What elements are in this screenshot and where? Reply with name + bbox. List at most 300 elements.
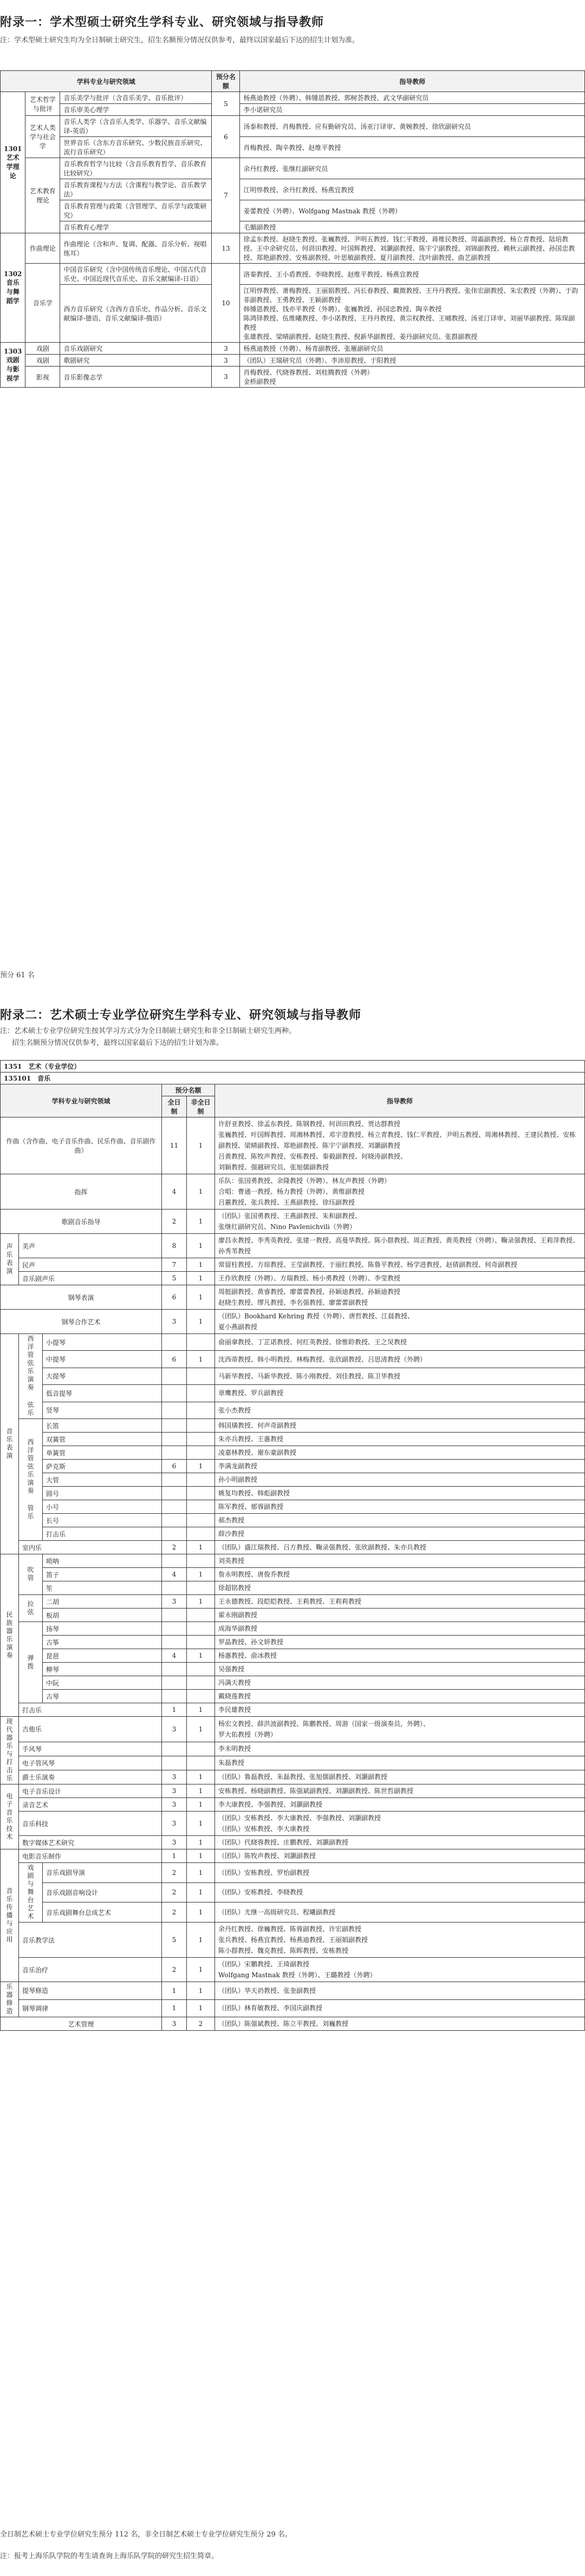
part-time-quota: 1	[187, 1717, 215, 1742]
research-field: 室内乐	[19, 1541, 162, 1554]
table-row	[1, 1849, 585, 1863]
research-field: 长笛	[43, 1419, 162, 1433]
category-name: 民族器乐演奏	[1, 1554, 19, 1717]
full-time-quota: 1	[162, 1703, 187, 1717]
teacher-list	[215, 1368, 585, 1384]
teacher-line: （团队）安栋教授、李晓教授	[218, 1888, 303, 1897]
research-field: 爵士乐演奏	[19, 1770, 162, 1784]
research-field: 音乐美学与批评（含音乐美学、音乐批评）	[60, 92, 212, 104]
full-time-quota: 1	[162, 1849, 187, 1863]
research-field: 柳琴	[43, 1663, 162, 1676]
teacher-list: （团队）王瑞研究员（外聘）、李沛原教授、于阳教授	[240, 355, 585, 367]
table-row	[1, 1676, 585, 1690]
table-row	[1, 1433, 585, 1446]
discipline-code: 1302 音乐与舞蹈学	[1, 233, 25, 343]
research-field: 打击乐	[43, 1527, 162, 1541]
teacher-list	[215, 1849, 585, 1863]
research-field: 钢琴合作艺术	[1, 1310, 162, 1334]
research-field: 作曲理论（含和声、复调、配器、音乐分析、视唱练耳）	[60, 233, 212, 264]
teacher-line: 孙小明副教授	[218, 1476, 258, 1483]
part-time-quota: 1	[187, 1568, 215, 1581]
teacher-list	[215, 1836, 585, 1849]
table-row	[1, 92, 585, 104]
teacher-list	[240, 367, 585, 388]
research-field: 吉他乐	[19, 1717, 162, 1742]
subgroup-name: 影视	[25, 367, 60, 388]
part-time-quota: 1	[187, 1174, 215, 1209]
teacher-line: （团队）华天礽教授、张奎副教授	[218, 1986, 316, 1995]
research-field: 古琴	[43, 1690, 162, 1703]
teacher-list	[215, 1351, 585, 1368]
teacher-list	[215, 1676, 585, 1690]
teacher-line: 合唱：曹通一教授、杨力教授（外聘）、黄维副教授	[218, 1188, 365, 1195]
teacher-line: 金桥副教授	[243, 378, 276, 385]
table-row	[1, 1649, 585, 1663]
table-row	[1, 1419, 585, 1433]
full-time-quota	[162, 1756, 187, 1770]
appendix-2-title: 附录二：艺术硕士专业学位研究生学科专业、研究领域与指导教师	[0, 1009, 362, 1022]
table-row	[1, 233, 585, 264]
table-row	[1, 1527, 585, 1541]
research-field: 音乐教育哲学与比较（含音乐教育哲学、音乐教育比较研究）	[60, 158, 212, 179]
teacher-list	[215, 1234, 585, 1258]
full-time-quota	[162, 1554, 187, 1568]
part-time-quota: 1	[187, 1285, 215, 1310]
full-time-quota: 4	[162, 1174, 187, 1209]
research-field: 打击乐	[19, 1703, 162, 1717]
category-name: 现代器乐与打击乐	[1, 1717, 19, 1784]
teacher-list: 汤泰和教授、肖梅教授、应有勤研究员、汤亚汀译审、黄婉教授、徐欣副研究员	[240, 116, 585, 137]
table-row	[1, 104, 585, 116]
research-field: 笛子	[43, 1568, 162, 1581]
discipline-code: 1301 艺术学理论	[1, 92, 25, 233]
part-time-quota: 1	[187, 1923, 215, 1958]
teacher-line: 成海华副教授	[218, 1625, 258, 1632]
full-time-quota: 11	[162, 1117, 187, 1174]
table-row	[1, 1385, 585, 1402]
teacher-list	[215, 1770, 585, 1784]
quota-value: 7	[212, 158, 240, 233]
teacher-line: 常留柱教授、方琼教授、王莹副教授、于丽红教授、陈鲁平教授、杨学进教授、赵倩副教授、何奇副教授	[218, 1261, 518, 1269]
research-field: 大管	[43, 1473, 162, 1487]
subcategory-name: 西洋管弦乐演奏 弦乐	[19, 1334, 43, 1419]
full-time-quota	[162, 1446, 187, 1460]
quota-value: 13	[212, 233, 240, 264]
teacher-line: 郝杰教授	[218, 1516, 245, 1524]
table-row	[1, 1784, 585, 1798]
full-time-quota: 3	[162, 1310, 187, 1334]
teacher-line: 杨宏文教授、薛洪波副教授、陈鹏教授、周游（国家一级演奏员，外聘）、	[218, 1719, 430, 1728]
teacher-list	[215, 1999, 585, 2017]
appendix-1-table	[0, 70, 585, 388]
teacher-list: 肖梅教授、陶辛教授、赵维平教授	[240, 137, 585, 158]
research-field: 双簧管	[43, 1433, 162, 1446]
research-field: 音乐教育心理学	[60, 221, 212, 233]
part-time-quota	[187, 1487, 215, 1500]
teacher-line: 刘颖教授、强越研究员、张旭儒副教授	[218, 1163, 329, 1171]
table-row	[1, 1473, 585, 1487]
part-time-quota	[187, 1636, 215, 1649]
part-time-quota: 1	[187, 1999, 215, 2017]
teacher-line: 陈军教授、郁蓉副教授	[218, 1503, 284, 1511]
full-time-quota	[162, 1385, 187, 1402]
full-time-quota	[162, 1676, 187, 1690]
table-row	[1, 1770, 585, 1784]
teacher-list	[215, 1433, 585, 1446]
table-row	[1, 2017, 585, 2031]
table-row	[1, 1446, 585, 1460]
table-row	[1, 221, 585, 233]
full-time-quota	[162, 1473, 187, 1487]
research-field: 大提琴	[43, 1368, 162, 1384]
teacher-line: 朱磊教授	[218, 1759, 245, 1767]
quota-value: 5	[212, 92, 240, 116]
subgroup-name: 艺术人类学与社会学	[25, 116, 60, 158]
teacher-list	[215, 1514, 585, 1527]
table-row	[1, 1568, 585, 1581]
teacher-line: 罗晶教授、孙文妍教授	[218, 1638, 284, 1646]
table-row	[1, 1285, 585, 1310]
category-name: 乐器修造	[1, 1982, 19, 2017]
table-header-full-time: 全日制	[162, 1096, 187, 1117]
full-time-quota: 3	[162, 2017, 187, 2031]
full-time-quota	[162, 1663, 187, 1676]
table-row	[1, 1514, 585, 1527]
teacher-line: 吕黄教授、陈牧声教授、安栋教授、秦毅副教授、何晓涛副教授、	[218, 1153, 407, 1160]
quota-value: 3	[212, 343, 240, 355]
table-row	[1, 1554, 585, 1568]
part-time-quota	[187, 1433, 215, 1446]
table-row	[1, 1812, 585, 1836]
teacher-line: 俞丽拿教授、丁芷诺教授、何红英教授、徐惟聆教授、王之炅教授	[218, 1338, 407, 1346]
teacher-list	[215, 1310, 585, 1334]
teacher-list	[215, 1663, 585, 1676]
part-time-quota: 1	[187, 1351, 215, 1368]
research-field: 世界音乐（含东方音乐研究、少数民族音乐研究、流行音乐研究）	[60, 137, 212, 158]
teacher-line: 陈小群教授、魏克教授、陈晖教授、安栋教授	[218, 1947, 349, 1954]
table-row	[1, 367, 585, 388]
part-time-quota: 1	[187, 1958, 215, 1982]
teacher-line: 李未明教授	[218, 1745, 251, 1753]
teacher-line: 詹永明教授、唐俊乔教授	[218, 1571, 290, 1578]
table-header-field: 学科专业与研究领域	[1, 71, 212, 92]
table-row	[1, 1258, 585, 1272]
table-row	[1, 1595, 585, 1609]
teacher-line: 徐超铭教授	[218, 1584, 251, 1592]
appendix-2-table	[0, 1060, 585, 2031]
part-time-quota: 1	[187, 1902, 215, 1923]
table-row	[1, 1334, 585, 1351]
full-time-quota: 3	[162, 1812, 187, 1836]
teacher-line: （团队）宋鹏教授、王琦副教授	[218, 1960, 310, 1968]
part-time-quota	[187, 1446, 215, 1460]
part-time-quota	[187, 1622, 215, 1636]
research-field: 钢琴表演	[1, 1285, 162, 1310]
research-field: 二胡	[43, 1595, 162, 1609]
teacher-list	[215, 1541, 585, 1554]
teacher-line: （团队）Bookhard Kehring 教授（外聘）、唐哲教授、江晨教授、	[218, 1312, 414, 1320]
research-field: 音乐审美心理学	[60, 104, 212, 116]
part-time-quota	[187, 1385, 215, 1402]
research-field: 圆号	[43, 1487, 162, 1500]
teacher-line: 江明惇教授、萧梅教授、王丽娟教授、冯长春教授、戴微教授、王丹丹教授、张伟宏副教授、朱宏教授（外聘）、于韵菲副教授、王勇教授、王颖副教授	[243, 287, 578, 304]
discipline-code-135101: 135101 音乐	[1, 1073, 585, 1084]
research-field: 古筝	[43, 1636, 162, 1649]
teacher-list: 杨燕迪教授（外聘）、杨青副教授、张雁副研究员	[240, 343, 585, 355]
table-row	[1, 1581, 585, 1595]
teacher-list	[215, 1473, 585, 1487]
part-time-quota	[187, 1663, 215, 1676]
table-header-quota: 预分名额	[212, 71, 240, 92]
table-row	[1, 1958, 585, 1982]
table-row	[1, 1460, 585, 1473]
table-row	[1, 116, 585, 137]
teacher-list	[215, 1258, 585, 1272]
research-field: 音乐戏剧舞台总成艺术	[43, 1902, 162, 1923]
full-time-quota	[162, 1690, 187, 1703]
subcategory-name: 戏剧与舞台艺术	[19, 1863, 43, 1923]
quota-value: 6	[212, 116, 240, 158]
quota-value: 3	[212, 355, 240, 367]
table-header-teachers: 指导教师	[215, 1084, 585, 1117]
category-name: 声乐表演	[1, 1234, 19, 1285]
full-time-quota	[162, 1419, 187, 1433]
table-row	[1, 1487, 585, 1500]
full-time-quota	[162, 1742, 187, 1756]
category-name: 音乐表演	[1, 1334, 19, 1554]
part-time-quota	[187, 1756, 215, 1770]
full-time-quota: 2	[162, 1882, 187, 1902]
teacher-line: 吴强教授	[218, 1665, 245, 1673]
full-time-quota: 3	[162, 1717, 187, 1742]
table-row	[1, 1500, 585, 1514]
teacher-line: 张雄教授、梁晴副教授、赵晓生教授、倪新华副教授、姜丹副研究员、张群副教授	[243, 333, 478, 341]
teacher-list	[215, 1703, 585, 1717]
part-time-quota: 2	[187, 2017, 215, 2031]
subgroup-name: 艺术教育理论	[25, 158, 60, 233]
full-time-quota	[162, 1636, 187, 1649]
teacher-line: （团队）安栋教授、罗怡副教授	[218, 1868, 310, 1877]
teacher-line: 张巍教授、叶国辉教授、周湘林教授、邓宇澄教授、杨立青教授、钱仁平教授、尹明五教授、周湘林教授、王建民教授、安栋副教授、梁晴副教授、郑艳副教授、陈宇宁副教授、刘灏副教授	[218, 1131, 576, 1149]
full-time-quota: 8	[162, 1234, 187, 1258]
teacher-line: （团队）安栋教授、李大康教授、李强教授、刘灏副教授	[218, 1814, 381, 1822]
full-time-quota	[162, 1500, 187, 1514]
full-time-quota: 3	[162, 1770, 187, 1784]
part-time-quota: 1	[187, 1703, 215, 1717]
appendix-1-title: 附录一：学术型硕士研究生学科专业、研究领域与指导教师	[0, 16, 324, 29]
teacher-line: 凌嘉林教授、谢东豪副教授	[218, 1449, 297, 1456]
research-field: 音乐教学法	[19, 1923, 162, 1958]
part-time-quota: 1	[187, 1770, 215, 1784]
part-time-quota: 1	[187, 1209, 215, 1234]
teacher-list	[215, 1798, 585, 1812]
part-time-quota	[187, 1690, 215, 1703]
research-field: 提琴修造	[19, 1982, 162, 2000]
research-field: 音乐治疗	[19, 1958, 162, 1982]
full-time-quota	[162, 1368, 187, 1384]
table-row	[1, 1310, 585, 1334]
teacher-list	[215, 1334, 585, 1351]
research-field: 钢琴调律	[19, 1999, 162, 2017]
full-time-quota	[162, 1527, 187, 1541]
part-time-quota	[187, 1473, 215, 1487]
table-row	[1, 200, 585, 221]
part-time-quota	[187, 1514, 215, 1527]
table-row	[1, 1117, 585, 1174]
part-time-quota: 1	[187, 1258, 215, 1272]
research-field: 艺术管理	[1, 2017, 162, 2031]
research-field: 音乐科技	[19, 1812, 162, 1836]
appendix-1-note: 注：学术型硕士研究生均为全日制硕士研究生，招生名额预分情况仅供参考，最终以国家最后下达的招生计划为准。	[0, 36, 360, 44]
full-time-quota: 2	[162, 1209, 187, 1234]
full-time-quota	[162, 1514, 187, 1527]
research-field: 笙	[43, 1581, 162, 1595]
research-field: 歌剧研究	[60, 355, 212, 367]
subgroup-name: 作曲理论	[25, 233, 60, 264]
table-row	[1, 1663, 585, 1676]
table-row	[1, 1174, 585, 1209]
teacher-line: 张继红副研究员、Nino Pavlenichvili（外聘）	[218, 1223, 356, 1231]
teacher-line: 安栋教授、杨晓副教授、陈强斌副教授、刘灏副教授、陈世哲副教授	[218, 1787, 414, 1795]
part-time-quota: 1	[187, 1784, 215, 1798]
research-field: 音乐剧声乐	[19, 1272, 162, 1285]
part-time-quota: 1	[187, 1849, 215, 1863]
full-time-quota: 3	[162, 1798, 187, 1812]
teacher-list	[215, 1690, 585, 1703]
table-header-quota: 预分名额	[162, 1084, 215, 1096]
teacher-list	[215, 1500, 585, 1514]
teacher-line: （团队）代晓蓉教授、庄鹏教授、刘灏副教授	[218, 1839, 349, 1846]
full-time-quota	[162, 1622, 187, 1636]
full-time-quota: 4	[162, 1568, 187, 1581]
subcategory-name: 西洋管弦乐演奏 管乐	[19, 1419, 43, 1541]
teacher-list: 余丹红教授、张继红副研究员	[240, 158, 585, 179]
part-time-quota: 1	[187, 1460, 215, 1473]
part-time-quota	[187, 1554, 215, 1568]
subgroup-name: 音乐学	[25, 264, 60, 343]
teacher-list	[215, 1595, 585, 1609]
part-time-quota: 1	[187, 1595, 215, 1609]
part-time-quota	[187, 1581, 215, 1595]
part-time-quota: 1	[187, 1541, 215, 1554]
table-row	[1, 1636, 585, 1649]
teacher-list: 姜蕾教授（外聘）、Wolfgang Mastnak 教授（外聘）	[240, 200, 585, 221]
full-time-quota: 6	[162, 1285, 187, 1310]
full-time-quota	[162, 1334, 187, 1351]
part-time-quota	[187, 1334, 215, 1351]
teacher-list	[215, 1784, 585, 1798]
table-row	[1, 1351, 585, 1368]
part-time-quota: 1	[187, 1882, 215, 1902]
part-time-quota	[187, 1609, 215, 1622]
part-time-quota: 1	[187, 1234, 215, 1258]
part-time-quota	[187, 1676, 215, 1690]
part-time-quota: 1	[187, 1863, 215, 1883]
part-time-quota: 1	[187, 1798, 215, 1812]
table-header-field: 学科专业与研究领域	[1, 1084, 162, 1117]
research-field: 作曲（含作曲、电子音乐作曲、民乐作曲、音乐剧作曲）	[1, 1117, 162, 1174]
research-field: 音乐影像志学	[60, 367, 212, 388]
table-row	[1, 1234, 585, 1258]
table-row	[1, 1902, 585, 1923]
teacher-line: 马新华教授、马新华教授、陈小刚教授、刘佳教授、陈卫华教授	[218, 1372, 401, 1380]
table-row	[1, 179, 585, 200]
subgroup-name: 戏剧	[25, 343, 60, 355]
part-time-quota	[187, 1368, 215, 1384]
table-row	[1, 1609, 585, 1622]
teacher-list	[215, 1958, 585, 1982]
part-time-quota: 1	[187, 1982, 215, 2000]
part-time-quota	[187, 1402, 215, 1418]
teacher-list	[215, 1446, 585, 1460]
table-header-part-time: 非全日制	[187, 1096, 215, 1117]
research-field: 中国音乐研究（含中国传统音乐理论、中国古代音乐史、中国近现代音乐史、音乐文献编译-日语）	[60, 264, 212, 285]
research-field: 西方音乐研究（含西方音乐史、作品分析、音乐文献编译-德语、音乐文献编译-俄语）	[60, 285, 212, 343]
teacher-list	[215, 1717, 585, 1742]
table-row	[1, 1272, 585, 1285]
full-time-quota: 3	[162, 1784, 187, 1798]
table-row	[1, 1756, 585, 1770]
teacher-list	[215, 1460, 585, 1473]
research-field: 单簧管	[43, 1446, 162, 1460]
table-row	[1, 355, 585, 367]
category-name: 电子音乐技术	[1, 1784, 19, 1849]
teacher-list: 徐孟东教授、赵晓生教授、张巍教授、尹明五教授、钱仁平教授、蒋维民教授、周霜副教授、杨立青教授、陆培教授、王中余研究员、何训田教授、叶国辉教授、刘灏副教授、陈宇宁副教授、刘锦副教授、赖秋云副教授、孙国忠教授、郑艳副教授、安栋副教授、叶思敏副教授、夏月副教授、沈叶副教授、曲艺副教授	[240, 233, 585, 264]
research-field: 中提琴	[43, 1351, 162, 1368]
teacher-list: 李小诺研究员	[240, 104, 585, 116]
appendix-2-footer-2: 注：报考上海乐队学院的考生请查询上海乐队学院的研究生招生简章。	[0, 2552, 219, 2560]
table-row	[1, 158, 585, 179]
table-row	[1, 1209, 585, 1234]
full-time-quota: 4	[162, 1649, 187, 1663]
teacher-list	[215, 1636, 585, 1649]
research-field: 数字媒体艺术研究	[19, 1836, 162, 1849]
teacher-list	[215, 1285, 585, 1310]
teacher-line: 韩国璜教授、何声奇副教授	[218, 1422, 297, 1429]
research-field: 电子音乐设计	[19, 1784, 162, 1798]
teacher-line: 张小杰教授	[218, 1406, 251, 1414]
teacher-list	[215, 1402, 585, 1418]
teacher-line: （团队）陈牧声教授、刘灏副教授	[218, 1852, 316, 1860]
research-field: 竖琴	[43, 1402, 162, 1418]
part-time-quota: 1	[187, 1117, 215, 1174]
table-row	[1, 1798, 585, 1812]
teacher-line: 许舒亚教授、徐孟东教授、陈钢教授、何训田教授、贾达群教授	[218, 1120, 401, 1128]
research-field: 板胡	[43, 1609, 162, 1622]
teacher-list: 毛媚副教授	[240, 221, 585, 233]
teacher-list	[215, 1902, 585, 1923]
full-time-quota: 2	[162, 1863, 187, 1883]
teacher-line: 周挺副教授、黄睿教授、廖蕾蕾教授、孙颖迪教授、孙颖迪教授	[218, 1288, 401, 1296]
teacher-list	[215, 1649, 585, 1663]
teacher-line: 罗大佑教授（外聘）	[218, 1730, 277, 1738]
teacher-line: （团队）尤继一高级研究员、程曦副教授	[218, 1908, 336, 1917]
teacher-line: 霍永刚副教授	[218, 1611, 258, 1619]
research-field: 音乐教育管理与政策（含管理学、音乐学与政策研究）	[60, 200, 212, 221]
teacher-line: 李民雄教授	[218, 1706, 251, 1714]
teacher-line: 沈西蒂教授、韩小明教授、林梅教授、张欣副教授、吕思清教授（外聘）	[218, 1355, 427, 1363]
teacher-line: 陈鸿铎教授、伍维曦教授、李小诺教授、王丹丹教授、黄宗权教授、王晡教授、汤亚汀译审、刘丽华副教授、陈琛副教授	[243, 315, 575, 331]
part-time-quota: 1	[187, 1649, 215, 1663]
appendix-1-footer: 预分 61 名	[0, 971, 35, 979]
teacher-list	[215, 1272, 585, 1285]
appendix-2-footer-1: 全日制艺术硕士专业学位研究生预分 112 名，非全日制艺术硕士专业学位研究生预分 29 名。	[0, 2531, 292, 2539]
table-row	[1, 1622, 585, 1636]
table-row	[1, 1690, 585, 1703]
discipline-code-1351: 1351 艺术（专业学位）	[1, 1061, 585, 1073]
table-row	[1, 1999, 585, 2017]
full-time-quota: 2	[162, 1902, 187, 1923]
